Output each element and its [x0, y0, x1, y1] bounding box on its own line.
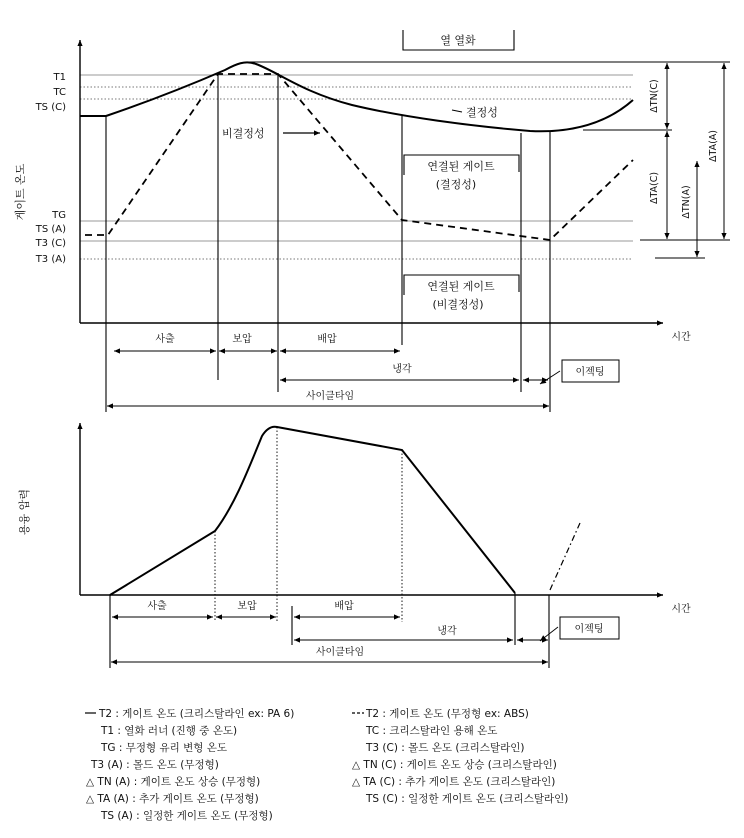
pressure-injection-label: 사출	[147, 601, 167, 612]
temp-y-axis-head	[77, 40, 82, 46]
tick-ts-c: TS (C)	[35, 102, 66, 113]
temperature-x-axis-label: 시간	[671, 332, 691, 343]
pressure-cycle-time-span-head	[542, 659, 548, 664]
legend-left-item: TG : 무정형 유리 변형 온도	[101, 742, 228, 754]
temp-ejecting-span-head	[523, 377, 529, 382]
temp-holding-span-head	[271, 348, 277, 353]
amorphous-label: 비결정성	[222, 127, 265, 140]
temp-back-pressure-label: 배압	[317, 334, 337, 345]
temp-holding-span-head	[219, 348, 225, 353]
pressure-back-pressure-span-head	[394, 614, 400, 619]
legend-left-item: △ TA (A) : 추가 게이트 온도 (무정형)	[86, 793, 259, 805]
temp-cycle-time-span-head	[543, 403, 549, 408]
delta-tn-a-label: ΔTN(A)	[681, 185, 692, 219]
crystalline-temperature-curve	[80, 62, 633, 131]
temperature-y-axis-label: 게이트 온도	[14, 163, 27, 221]
legend-left-item: △ TN (A) : 게이트 온도 상승 (무정형)	[86, 776, 261, 788]
pressure-holding-label: 보압	[237, 601, 257, 612]
legend-left-item: TS (A) : 일정한 게이트 온도 (무정형)	[101, 810, 273, 822]
tick-t1: T1	[53, 72, 66, 83]
legend-left-item: T1 : 열화 러너 (진행 중 온도)	[101, 725, 238, 737]
tick-ts-a: TS (A)	[35, 224, 66, 235]
pressure-back-pressure-label: 배압	[334, 601, 354, 612]
pressure-x-axis-label: 시간	[671, 604, 691, 615]
pressure-ejecting-box	[560, 617, 619, 639]
connected-gate-crystalline-box	[404, 155, 519, 191]
amorphous-pointer-arrow-head	[314, 130, 320, 135]
pressure-back-pressure-span-head	[294, 614, 300, 619]
delta-ta-c-arrow-head	[664, 131, 669, 137]
pressure-holding-span-head	[216, 614, 222, 619]
temp-holding-label: 보압	[232, 334, 252, 345]
pressure-holding-span-head	[270, 614, 276, 619]
tick-t3-c: T3 (C)	[35, 238, 66, 249]
legend-right-item: TS (C) : 일정한 게이트 온도 (크리스탈라인)	[366, 793, 569, 805]
temp-back-pressure-span-head	[280, 348, 286, 353]
pressure-injection-span-head	[112, 614, 118, 619]
temp-cooling-span-head	[513, 377, 519, 382]
temp-injection-label: 사출	[155, 334, 175, 345]
temp-injection-span-head	[210, 348, 216, 353]
delta-ta-c-arrow-head	[664, 233, 669, 239]
pressure-cooling-span-head	[294, 637, 300, 642]
delta-tn-c-arrow-head	[664, 123, 669, 129]
pressure-cooling-label: 냉각	[437, 626, 457, 637]
temp-ejecting-box	[562, 360, 619, 382]
temp-cycle-time-span-head	[107, 403, 113, 408]
pressure-injection-span-head	[207, 614, 213, 619]
connected-gate-crystalline-line1: 연결된 게이트	[427, 160, 495, 173]
thermal-degradation-label: 열 열화	[440, 34, 476, 47]
legend	[85, 707, 568, 822]
temp-cooling-label: 냉각	[392, 364, 412, 375]
crystalline-label: 결정성	[466, 106, 498, 119]
connected-gate-amorphous-line1: 연결된 게이트	[427, 280, 495, 293]
legend-right-item: TC : 크리스탈라인 용해 온도	[366, 725, 498, 737]
pressure-y-axis-head	[77, 423, 82, 429]
pressure-ejecting-span-head	[517, 637, 523, 642]
thermal-degradation-box	[403, 30, 514, 50]
connected-gate-amorphous-box	[404, 275, 519, 311]
legend-right-item: T2 : 게이트 온도 (무정형 ex: ABS)	[366, 708, 529, 720]
legend-right-item: T3 (C) : 몰드 온도 (크리스탈라인)	[366, 742, 525, 754]
temperature-panel	[13, 30, 730, 412]
crystalline-label-leader	[452, 110, 462, 112]
temp-back-pressure-span-head	[394, 348, 400, 353]
delta-ta-a-arrow-head	[721, 63, 726, 69]
pressure-cycle-time-span-head	[111, 659, 117, 664]
pressure-ejecting-label: 이젝팅	[574, 624, 604, 635]
temp-ejecting-label: 이젝팅	[575, 367, 605, 378]
next-cycle-pressure-rise	[550, 523, 580, 590]
amorphous-temperature-curve	[85, 74, 633, 240]
temp-cycle-time-label: 사이클타임	[305, 391, 355, 402]
tick-tc: TC	[53, 87, 66, 98]
delta-tn-a-arrow-head	[694, 161, 699, 167]
pressure-cooling-span-head	[507, 637, 513, 642]
legend-right-item: △ TA (C) : 추가 게이트 온도 (크리스탈라인)	[352, 776, 556, 788]
delta-tn-a-arrow-head	[694, 251, 699, 257]
tick-tg: TG	[52, 210, 66, 221]
pressure-panel	[17, 427, 691, 668]
tick-t3-a: T3 (A)	[35, 254, 66, 265]
delta-tn-c-label: ΔTN(C)	[649, 79, 660, 113]
temp-cooling-span-head	[280, 377, 286, 382]
delta-ta-c-label: ΔTA(C)	[649, 171, 660, 205]
delta-tn-c-arrow-head	[664, 63, 669, 69]
pressure-x-axis-head	[657, 592, 663, 597]
connected-gate-crystalline-line2: (결정성)	[435, 178, 477, 191]
delta-ta-a-arrow-head	[721, 233, 726, 239]
temp-x-axis-head	[657, 320, 663, 325]
legend-right-item: △ TN (C) : 게이트 온도 상승 (크리스탈라인)	[352, 759, 557, 771]
melt-pressure-curve	[110, 427, 515, 595]
pressure-y-axis-label: 용융 압력	[18, 488, 31, 536]
legend-left-item: T2 : 게이트 온도 (크리스탈라인 ex: PA 6)	[99, 708, 295, 720]
connected-gate-amorphous-line2: (비결정성)	[432, 298, 484, 311]
temp-injection-span-head	[114, 348, 120, 353]
pressure-cycle-time-label: 사이클타임	[315, 647, 365, 658]
delta-ta-a-label: ΔTA(A)	[708, 130, 719, 162]
legend-left-item: T3 (A) : 몰드 온도 (무정형)	[91, 759, 219, 771]
